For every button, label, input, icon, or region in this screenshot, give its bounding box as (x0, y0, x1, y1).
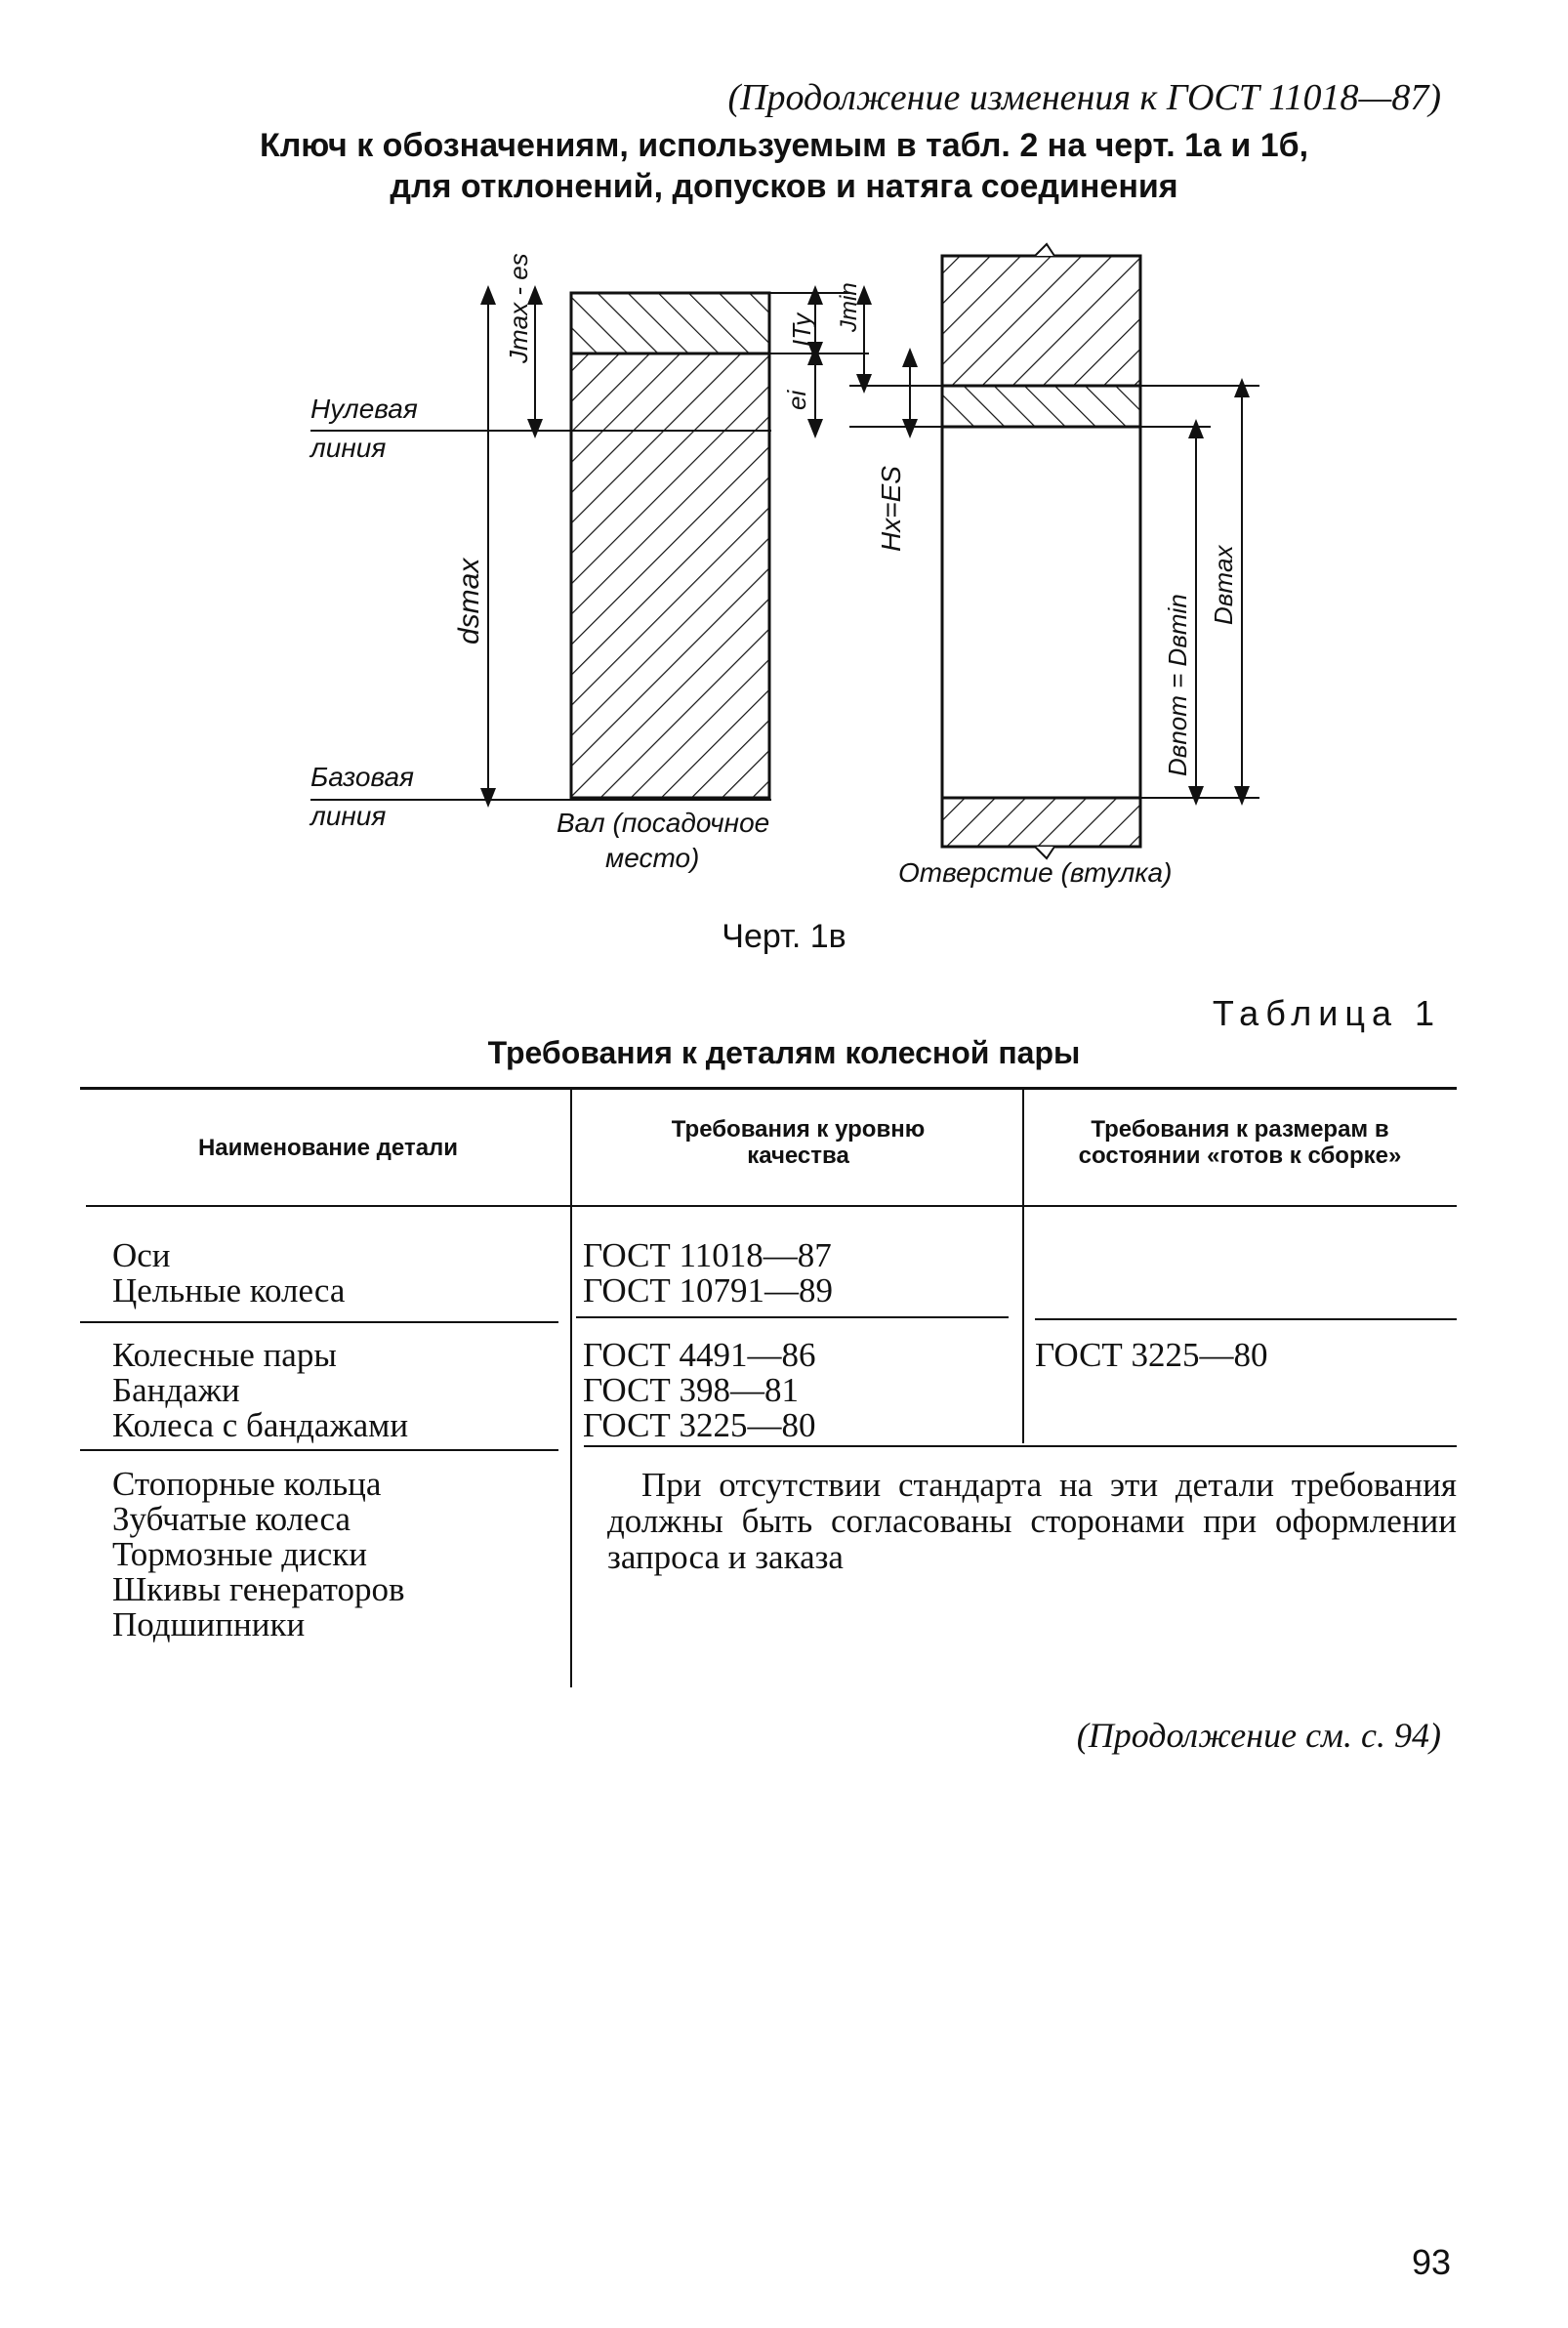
row2-size-standard: ГОСТ 3225—80 (1035, 1336, 1268, 1374)
header-quality: Требования к уровню качества (671, 1116, 926, 1169)
header-bottom-rule (86, 1205, 1457, 1207)
page-number: 93 (1411, 2242, 1451, 2282)
row2-part-names: Колесные пары Бандажи Колеса с бандажами (112, 1336, 409, 1444)
label-base-line-1: Базовая (310, 762, 414, 792)
row2-left-rule (80, 1449, 558, 1451)
label-zero-line-1: Нулевая (310, 394, 418, 424)
label-shaft-2: место) (605, 843, 700, 873)
figure-caption: Черт. 1в (722, 918, 846, 955)
row2-quality-standards: ГОСТ 4491—86 ГОСТ 398—81 ГОСТ 3225—80 (583, 1336, 816, 1444)
label-shaft-1: Вал (посадочное (557, 808, 770, 838)
row2-right-rule (584, 1445, 1457, 1447)
continuation-header: (Продолжение изменения к ГОСТ 11018—87) (727, 77, 1441, 118)
col-divider-2 (1022, 1090, 1024, 1443)
row1-part-names: Оси Цельные колеса (112, 1236, 346, 1310)
label-hx-es: Hx=ES (876, 466, 906, 552)
label-dvmax: Dвmax (1209, 545, 1238, 625)
row3-part-names: Стопорные кольца Зубчатые колеса Тормозные диски Шкивы генераторов Подшипники (112, 1465, 405, 1643)
label-base-line-2: линия (310, 801, 387, 831)
table-label: Таблица 1 (1212, 993, 1441, 1033)
bushing-body (942, 244, 1140, 858)
tolerance-diagram (0, 0, 1568, 908)
label-ei: ei (782, 390, 811, 410)
key-title-line-2: для отклонений, допусков и натяга соединения (390, 168, 1178, 205)
row1-quality-standards: ГОСТ 11018—87 ГОСТ 10791—89 (583, 1236, 834, 1310)
table-title: Требования к деталям колесной пары (487, 1035, 1081, 1070)
header-size: Требования к размерам в состоянии «готов к сборке» (1078, 1116, 1402, 1169)
key-title-line-1: Ключ к обозначениям, используемым в табл. 2 на черт. 1а и 1б, (259, 127, 1309, 164)
continuation-footer: (Продолжение см. с. 94) (1076, 1716, 1441, 1755)
col-divider-1 (570, 1090, 572, 1687)
label-zero-line-2: линия (310, 433, 387, 463)
shaft-body (571, 293, 769, 798)
label-jmax-es: Jmax - es (504, 253, 533, 363)
label-dsmax: dsmax (453, 558, 485, 644)
label-hole: Отверстие (втулка) (898, 857, 1173, 888)
label-itu: ITy (787, 312, 816, 347)
label-dvnom: Dвnom = Dвmin (1163, 594, 1192, 776)
table-top-rule (80, 1087, 1457, 1090)
row3-note: При отсутствии стандарта на эти детали требования должны быть согласованы сторонами при оформлении запроса и заказа (607, 1466, 1457, 1576)
row1-left-rule (80, 1321, 558, 1323)
row1-mid-rule (576, 1316, 1009, 1318)
row1-right-rule (1035, 1318, 1457, 1320)
label-jmin: Jmin (836, 282, 862, 332)
header-part-name: Наименование детали (197, 1135, 459, 1161)
